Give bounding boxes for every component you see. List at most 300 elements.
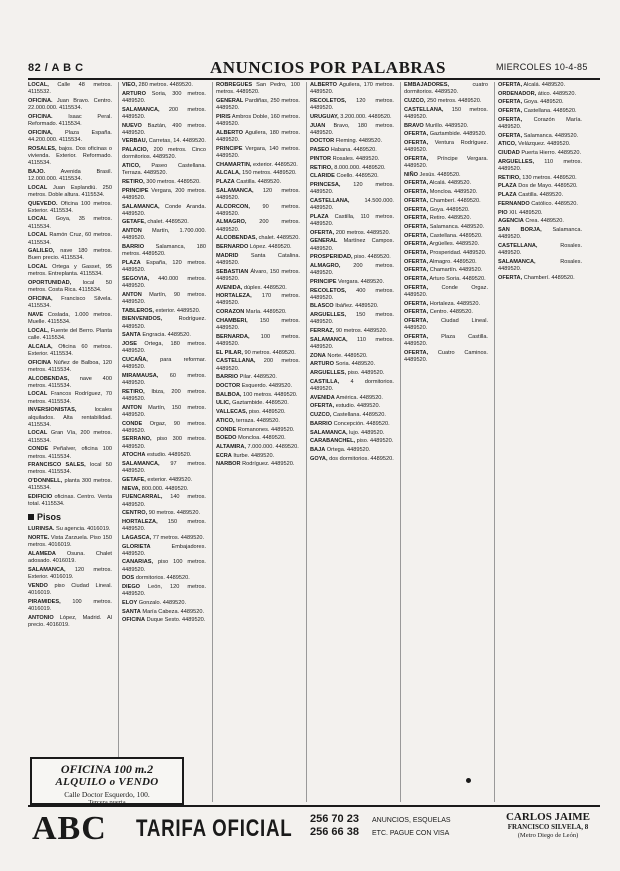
classified-ad bbox=[404, 131, 488, 138]
box-ad-line-1: OFICINA 100 m.2 bbox=[60, 762, 154, 776]
ad-lead: OFERTA, bbox=[404, 180, 429, 187]
ad-text: Chamberí. 4489520. bbox=[523, 274, 575, 281]
ad-lead: CONDE bbox=[216, 426, 237, 433]
ad-text: Goya, 35 metros. 4115534. bbox=[28, 216, 112, 230]
classified-ad bbox=[216, 374, 300, 381]
page-label: 82 / A B C bbox=[28, 62, 84, 74]
ad-lead: OFICINA, bbox=[28, 295, 53, 302]
ad-lead: SERRANO, bbox=[122, 436, 152, 443]
ad-text: López, Madrid. Al precio. 4016019. bbox=[28, 614, 112, 628]
classified-ad bbox=[404, 233, 488, 240]
classified-ad bbox=[310, 370, 394, 377]
classified-ad bbox=[216, 170, 300, 177]
ad-text: Engracia. 4489520. bbox=[142, 332, 191, 339]
ad-lead: OFERTA, bbox=[404, 197, 429, 204]
tarifa-title: TARIFA OFICIAL bbox=[136, 815, 293, 842]
classified-ad bbox=[216, 235, 300, 242]
ad-lead: OFICINA. bbox=[28, 113, 53, 120]
ad-lead: CONDE bbox=[122, 420, 143, 427]
ad-lead: ROBREGUES bbox=[216, 82, 253, 88]
ad-lead: BALBOA, bbox=[216, 391, 242, 398]
ad-text: Moncloa. 4489520. bbox=[238, 435, 286, 442]
ad-lead: SALAMANCA, bbox=[216, 187, 254, 194]
ad-lead: LOCAL, bbox=[28, 82, 49, 88]
classified-ad bbox=[122, 575, 206, 582]
classified-ad bbox=[28, 328, 112, 342]
classified-ad bbox=[216, 98, 300, 112]
ad-lead: SAN BORJA, bbox=[498, 226, 542, 233]
ad-lead: OFERTA, bbox=[404, 250, 429, 257]
ad-text: Murillo. 4489520. bbox=[425, 122, 469, 129]
classified-ad bbox=[216, 334, 300, 348]
classified-ad bbox=[122, 421, 206, 435]
ad-text: Habana. 4489520. bbox=[330, 147, 377, 154]
ad-text: 7.000.000. 4489520. bbox=[247, 443, 299, 450]
classified-ad bbox=[404, 82, 488, 96]
ad-lead: GOYA, bbox=[310, 455, 328, 462]
ad-text: Fleming. 4489520. bbox=[335, 138, 383, 145]
ad-text: Núñez de Balboa, 120 metros. 4115534. bbox=[28, 359, 112, 373]
classified-ad bbox=[310, 156, 394, 163]
ad-lead: ALCOBENDAS, bbox=[216, 235, 258, 242]
classified-ad bbox=[404, 241, 488, 248]
ad-lead: FUENCARRAL, bbox=[122, 494, 163, 501]
ad-lead: OFERTA, bbox=[404, 206, 429, 213]
ad-lead: ANTON bbox=[122, 228, 142, 235]
classified-ad bbox=[122, 204, 206, 218]
ad-lead: ATICO, bbox=[122, 163, 141, 170]
ad-lead: FERRAZ, bbox=[310, 328, 335, 335]
ad-lead: CONDE bbox=[28, 446, 49, 453]
classified-ad bbox=[122, 477, 206, 484]
ad-text: Moncloa. 4489520. bbox=[429, 189, 478, 196]
classified-ad bbox=[498, 259, 582, 273]
ad-text: Ciudad Lineal. 4489520. bbox=[404, 318, 488, 332]
classified-ad bbox=[498, 243, 582, 257]
ad-text: Salamanca. 4489520. bbox=[523, 132, 579, 139]
ad-lead: BAJA bbox=[310, 446, 326, 453]
ad-lead: ANTONIO bbox=[28, 614, 54, 621]
ad-lead: FRANCISCO SALES, bbox=[28, 462, 86, 469]
ad-text: Martínez Campos. 4489520. bbox=[310, 238, 394, 252]
classified-ad bbox=[28, 146, 112, 168]
ad-lead: RECOLETOS, bbox=[310, 97, 347, 104]
classified-ad bbox=[498, 159, 582, 173]
ad-text: Rodríguez. 4489520. bbox=[122, 316, 206, 330]
classified-ad bbox=[310, 337, 394, 351]
ad-text: Coello. 4489520. bbox=[336, 173, 379, 180]
ad-lead: OFICINA, bbox=[28, 129, 53, 136]
ad-lead: ATICO, bbox=[498, 141, 517, 148]
ad-lead: LOCAL bbox=[28, 391, 48, 398]
classified-ad bbox=[28, 430, 112, 444]
ad-lead: EMBAJADORES, bbox=[404, 82, 450, 88]
ad-lead: NUEVO bbox=[122, 122, 142, 129]
ad-lead: PINTOR bbox=[310, 155, 332, 162]
ad-lead: SALAMANCA, bbox=[122, 461, 160, 468]
classified-ad bbox=[28, 185, 112, 199]
classified-ad bbox=[216, 461, 300, 468]
classified-ad bbox=[216, 253, 300, 267]
classified-ad bbox=[122, 609, 206, 616]
classified-ad bbox=[498, 108, 582, 115]
ad-text: 120 metros. Exterior. 4016019. bbox=[28, 566, 112, 581]
classified-ad bbox=[28, 599, 112, 613]
classified-ad bbox=[310, 198, 394, 212]
ad-text: Ortega. 4489520. bbox=[326, 446, 371, 453]
classified-ad bbox=[28, 615, 112, 629]
ad-text: lujo. 4489520. bbox=[349, 429, 385, 436]
ad-text: 200 metros. 4489520. bbox=[122, 106, 206, 120]
ad-text: exterior. 4489520. bbox=[147, 476, 193, 483]
classified-ad bbox=[310, 114, 394, 121]
classified-ad bbox=[216, 82, 300, 96]
classified-ad bbox=[122, 617, 206, 624]
classified-ad bbox=[310, 288, 394, 302]
classified-ad bbox=[28, 344, 112, 358]
ad-lead: PLAZA bbox=[498, 183, 517, 190]
classified-ad bbox=[498, 183, 582, 190]
ad-text: 170 metros. 4489520. bbox=[216, 293, 300, 307]
ad-text: Argüelles. 4489520. bbox=[429, 241, 480, 248]
classified-ad bbox=[28, 391, 112, 405]
ad-lead: BERNARDO bbox=[216, 244, 249, 251]
classified-ad bbox=[498, 227, 582, 241]
ad-lead: PRINCESA, bbox=[310, 181, 341, 188]
ad-lead: VALLECAS, bbox=[216, 409, 248, 416]
ad-lead: RETIRO, bbox=[498, 174, 521, 181]
ad-lead: SALAMANCA, bbox=[28, 566, 66, 573]
ad-lead: CASTELLANA, bbox=[310, 197, 350, 204]
ad-text: López. 4489520. bbox=[249, 244, 292, 251]
column-divider bbox=[212, 82, 213, 802]
ad-lead: NIEVA, bbox=[122, 485, 141, 492]
ad-text: Plaza Castilla. 4489520. bbox=[404, 334, 488, 348]
ad-lead: BARRIO bbox=[122, 244, 145, 251]
ad-lead: CHAMBERI, bbox=[216, 317, 248, 324]
classified-ad bbox=[310, 173, 394, 180]
classified-ad bbox=[122, 219, 206, 226]
ad-text: Rosales. 4489520. bbox=[498, 258, 582, 272]
ads-column-1 bbox=[28, 82, 112, 752]
ad-text: España, 120 metros. 4489520. bbox=[122, 259, 206, 274]
classified-ad bbox=[122, 163, 206, 177]
ad-lead: OFERTA, bbox=[404, 215, 429, 222]
classified-ad bbox=[404, 156, 488, 170]
ad-text: 3.200.000. 4489520. bbox=[340, 113, 392, 120]
ad-lead: ALTAMIRA, bbox=[216, 443, 246, 450]
ad-lead: MADRID bbox=[216, 252, 239, 259]
ad-lead: OFERTA, bbox=[310, 403, 335, 410]
classified-ad bbox=[310, 230, 394, 237]
agency-metro: (Metro Diego de León) bbox=[517, 832, 579, 839]
ad-text: Santa Catalina. 4489520. bbox=[216, 252, 300, 266]
ad-text: Arturo Soria. 4489520. bbox=[429, 276, 486, 283]
ad-text: Goya. 4489520. bbox=[523, 99, 564, 106]
ad-text: Rosales. 4489520. bbox=[332, 155, 380, 162]
classified-ad bbox=[216, 269, 300, 283]
classified-ad bbox=[310, 98, 394, 112]
ad-text: 200 metros. Cinco dormitorios. 4489520. bbox=[122, 147, 206, 161]
classified-ad bbox=[216, 409, 300, 416]
ad-text: Centro. 4489520. bbox=[429, 309, 473, 316]
classified-ad bbox=[28, 462, 112, 476]
classified-ad bbox=[216, 293, 300, 307]
ad-text: XII. 4489520. bbox=[509, 209, 543, 216]
ad-text: Esquerdo. 4489520. bbox=[241, 383, 293, 390]
classified-ad bbox=[28, 567, 112, 581]
ad-text: piso 300 metros. 4489520. bbox=[122, 436, 206, 450]
ad-lead: PASEO bbox=[310, 147, 330, 154]
ad-lead: ARGUELLES, bbox=[310, 370, 347, 377]
ad-lead: ATICO, bbox=[216, 417, 235, 424]
classified-ad bbox=[122, 405, 206, 419]
classified-ad bbox=[28, 130, 112, 144]
classified-ad bbox=[310, 263, 394, 277]
classified-ad bbox=[498, 275, 582, 282]
ad-text: Rosales. 4489520. bbox=[498, 242, 582, 257]
ad-lead: CASTELLANA, bbox=[404, 106, 444, 113]
ads-column-6 bbox=[498, 82, 582, 802]
ad-text: chalet. 4489520. bbox=[147, 219, 189, 226]
classified-ad bbox=[310, 303, 394, 310]
ad-text: Puerta Hierro. 4489520. bbox=[521, 150, 582, 157]
abc-logo: ABC bbox=[32, 810, 107, 847]
ad-text: Chamberí. 4489520. bbox=[429, 197, 481, 204]
classified-ad bbox=[122, 461, 206, 475]
ad-text: 90 metros. 4489520. bbox=[148, 510, 201, 517]
desc-2: ETC. PAGUE CON VISA bbox=[372, 830, 450, 837]
ad-text: piso 100 metros. 4489520. bbox=[122, 559, 206, 573]
classified-ad bbox=[122, 228, 206, 242]
ad-lead: OFERTA, bbox=[498, 82, 523, 88]
classified-ad bbox=[404, 250, 488, 257]
ad-lead: ARGUELLES, bbox=[498, 158, 535, 165]
ad-text: Bravo, 180 metros. 4489520. bbox=[310, 122, 394, 136]
box-ad-line-4: Tercera puerta bbox=[88, 799, 126, 806]
ad-text: Salamanca. 4489520. bbox=[498, 226, 582, 241]
phone-2: 256 66 38 bbox=[310, 826, 359, 838]
column-divider bbox=[494, 82, 495, 802]
classified-ad bbox=[122, 389, 206, 403]
ad-text: 130 metros. 4489520. bbox=[522, 174, 577, 181]
ad-lead: CUZCO, bbox=[404, 97, 426, 104]
ad-text: Iturbe. 4489520. bbox=[233, 452, 275, 459]
ad-lead: EDIFICIO bbox=[28, 494, 53, 501]
ad-text: nave 400 metros. 4115534. bbox=[28, 375, 112, 389]
classified-ad bbox=[122, 535, 206, 542]
ad-lead: OFICINA bbox=[28, 359, 51, 366]
classified-ad bbox=[122, 486, 206, 493]
ad-lead: OFERTA, bbox=[404, 318, 429, 325]
ad-lead: OFERTA, bbox=[498, 108, 523, 115]
ad-text: Castellana. 4489520. bbox=[523, 108, 577, 115]
ad-lead: PLAZA bbox=[310, 213, 329, 220]
ad-text: Salamanca, 180 metros. 4489520. bbox=[122, 244, 206, 258]
ad-lead: OFERTA, bbox=[404, 350, 429, 356]
ad-text: América. 4489520. bbox=[336, 394, 383, 401]
ad-lead: SALAMANCA, bbox=[498, 258, 536, 265]
ad-text: Velázquez. 4489520. bbox=[518, 141, 571, 148]
classified-ad bbox=[216, 418, 300, 425]
ad-text: 8.000.000. 4489520. bbox=[334, 164, 386, 171]
ad-lead: JUAN bbox=[310, 122, 326, 129]
classified-ad bbox=[404, 267, 488, 274]
classified-ad bbox=[216, 444, 300, 451]
ad-text: para reformar. 4489520. bbox=[122, 356, 206, 371]
ad-text: Ventura Rodríguez. 4489520. bbox=[404, 139, 488, 154]
ad-lead: SALAMANCA, bbox=[310, 429, 348, 436]
ad-lead: LOCAL bbox=[28, 184, 48, 191]
ad-lead: ALCORCON, bbox=[216, 203, 250, 210]
classified-ad bbox=[498, 82, 582, 89]
ad-text: Coslada, 1.000 metros. Muelle. 4115534. bbox=[28, 311, 112, 326]
ad-text: Martín, 150 metros. 4489520. bbox=[122, 404, 206, 418]
ad-text: Salamanca. 4489520. bbox=[429, 223, 485, 230]
classified-ad bbox=[498, 141, 582, 148]
ad-text: Martín, 1.700.000. 4489520. bbox=[122, 228, 206, 242]
ad-lead: OFERTA, bbox=[404, 189, 429, 196]
classified-ad bbox=[404, 98, 488, 105]
classified-ad bbox=[310, 182, 394, 196]
ad-lead: ARTURO bbox=[310, 361, 334, 368]
classified-ad bbox=[122, 276, 206, 290]
ad-text: Ibiza, 200 metros. 4489520. bbox=[122, 388, 206, 402]
classified-ad bbox=[310, 421, 394, 428]
ad-text: 300 metros. 4489520. bbox=[146, 178, 201, 185]
classified-ad bbox=[122, 559, 206, 573]
ad-lead: OFERTA, bbox=[404, 223, 429, 230]
ad-text: terraza. 4489520. bbox=[236, 417, 280, 424]
classified-ad bbox=[28, 526, 112, 533]
classified-ad bbox=[498, 192, 582, 199]
classified-ad bbox=[498, 117, 582, 131]
column-divider bbox=[306, 82, 307, 802]
classified-ad bbox=[310, 214, 394, 228]
ad-text: Ambros Doble, 160 metros. 4489520. bbox=[216, 113, 300, 128]
ad-text: Castilla, 110 metros. 4489520. bbox=[310, 213, 394, 227]
ad-text: estudio. 4489520. bbox=[146, 452, 192, 459]
ad-lead: CASTELLANA, bbox=[498, 242, 538, 249]
classified-ad bbox=[310, 279, 394, 286]
ad-lead: SEBASTIAN bbox=[216, 268, 249, 275]
ad-text: Su agencia. 4016019. bbox=[55, 526, 111, 533]
classified-ad bbox=[28, 98, 112, 112]
ad-text: Gran Vía, 200 metros. 4115534. bbox=[28, 430, 112, 444]
classified-ad bbox=[498, 150, 582, 157]
ad-lead: LOCAL bbox=[28, 232, 48, 239]
ad-lead: LOCAL bbox=[28, 430, 48, 437]
classified-ad bbox=[122, 494, 206, 508]
ad-lead: BARRIO bbox=[310, 420, 333, 427]
phone-numbers bbox=[310, 813, 359, 839]
section-square-icon bbox=[28, 514, 34, 520]
classified-ad bbox=[404, 172, 488, 179]
classified-ad bbox=[28, 583, 112, 597]
classified-ad bbox=[216, 219, 300, 233]
agency-name: CARLOS JAIME bbox=[505, 811, 591, 823]
ad-text: 100 metros. 4489520. bbox=[216, 333, 300, 347]
ad-text: 140 metros. 4489520. bbox=[122, 494, 206, 508]
ad-text: 90 metros. 4489520. bbox=[335, 328, 388, 335]
ad-lead: BIENVENIDOS, bbox=[122, 316, 163, 323]
ad-lead: OPORTUNIDAD, bbox=[28, 280, 72, 287]
classified-ad bbox=[122, 332, 206, 339]
classified-ad bbox=[310, 395, 394, 402]
classified-ad bbox=[404, 189, 488, 196]
ad-text: Paseo Castellana. Terraza. 4489520. bbox=[122, 163, 206, 177]
ad-lead: HORTALEZA, bbox=[122, 518, 158, 525]
classified-ad bbox=[404, 215, 488, 222]
classified-ad bbox=[28, 446, 112, 460]
ad-lead: ALBERTO bbox=[310, 82, 337, 88]
ad-text: León, 120 metros. 4489520. bbox=[122, 584, 206, 598]
ad-lead: CORAZON bbox=[216, 309, 245, 316]
classified-ad bbox=[122, 147, 206, 161]
classified-ad bbox=[122, 436, 206, 450]
ad-lead: CHAMARTIN, bbox=[216, 161, 252, 168]
ad-text: Hortaleza. 4489520. bbox=[429, 300, 481, 307]
classified-ad bbox=[216, 318, 300, 332]
classified-ad bbox=[122, 188, 206, 202]
ad-text: Conde Aranda. 4489520. bbox=[122, 203, 206, 217]
classified-ad bbox=[216, 358, 300, 372]
ad-text: Peñalver, oficina 100 metros. 4115534. bbox=[28, 446, 112, 460]
ad-lead: SANTA bbox=[122, 608, 141, 615]
ad-text: piso. 4489520. bbox=[354, 254, 391, 261]
ad-text: Norte. 4489520. bbox=[327, 352, 368, 359]
ad-lead: CARABANCHEL, bbox=[310, 438, 356, 445]
classified-ad bbox=[28, 264, 112, 278]
classified-ad bbox=[216, 453, 300, 460]
ad-lead: DIEGO bbox=[122, 584, 141, 591]
classified-ad bbox=[310, 238, 394, 252]
box-ad-line-3: Calle Doctor Esquerdo, 100. bbox=[64, 790, 150, 799]
ad-lead: ARTURO bbox=[122, 90, 146, 97]
ad-text: Fuente del Berro. Planta calle. 4115534. bbox=[28, 327, 112, 341]
classified-ad bbox=[404, 276, 488, 283]
ad-text: 4 dormitorios. 4489520. bbox=[310, 378, 394, 393]
ad-text: 110 metros. 4489520. bbox=[310, 336, 394, 350]
ad-lead: CASTELLANA, bbox=[216, 358, 256, 365]
classified-ad bbox=[28, 296, 112, 310]
tarifa-banner bbox=[28, 805, 600, 849]
ad-lead: AVENIDA, bbox=[216, 284, 243, 291]
ad-text: chalet. 4489520. bbox=[258, 235, 300, 242]
ad-lead: PROSPERIDAD, bbox=[310, 254, 353, 261]
ad-lead: CUZCO, bbox=[310, 412, 332, 419]
ad-text: 120 metros. 4489520. bbox=[310, 97, 394, 112]
classified-ad bbox=[404, 224, 488, 231]
ad-lead: OFERTA, bbox=[310, 229, 335, 236]
ad-lead: ELOY bbox=[122, 600, 138, 606]
ad-lead: SALAMANCA, bbox=[122, 106, 160, 113]
header-rule bbox=[28, 78, 600, 80]
classified-ad bbox=[216, 392, 300, 399]
ad-lead: CENTRO, bbox=[122, 510, 148, 517]
ads-column-3 bbox=[216, 82, 300, 802]
ad-lead: URUGUAY, bbox=[310, 113, 339, 120]
classified-ad bbox=[122, 357, 206, 371]
ad-text: local 50 metros. 4115534. bbox=[28, 462, 112, 476]
ad-lead: VERBAU, bbox=[122, 138, 148, 145]
ad-lead: OFERTA, bbox=[498, 274, 523, 281]
ad-text: Alcalá. 4489520. bbox=[429, 180, 472, 187]
classified-ad bbox=[122, 510, 206, 517]
classified-ad bbox=[310, 147, 394, 154]
ad-lead: DOCTOR bbox=[216, 383, 241, 390]
ad-text: 400 metros. 4489520. bbox=[310, 287, 394, 301]
